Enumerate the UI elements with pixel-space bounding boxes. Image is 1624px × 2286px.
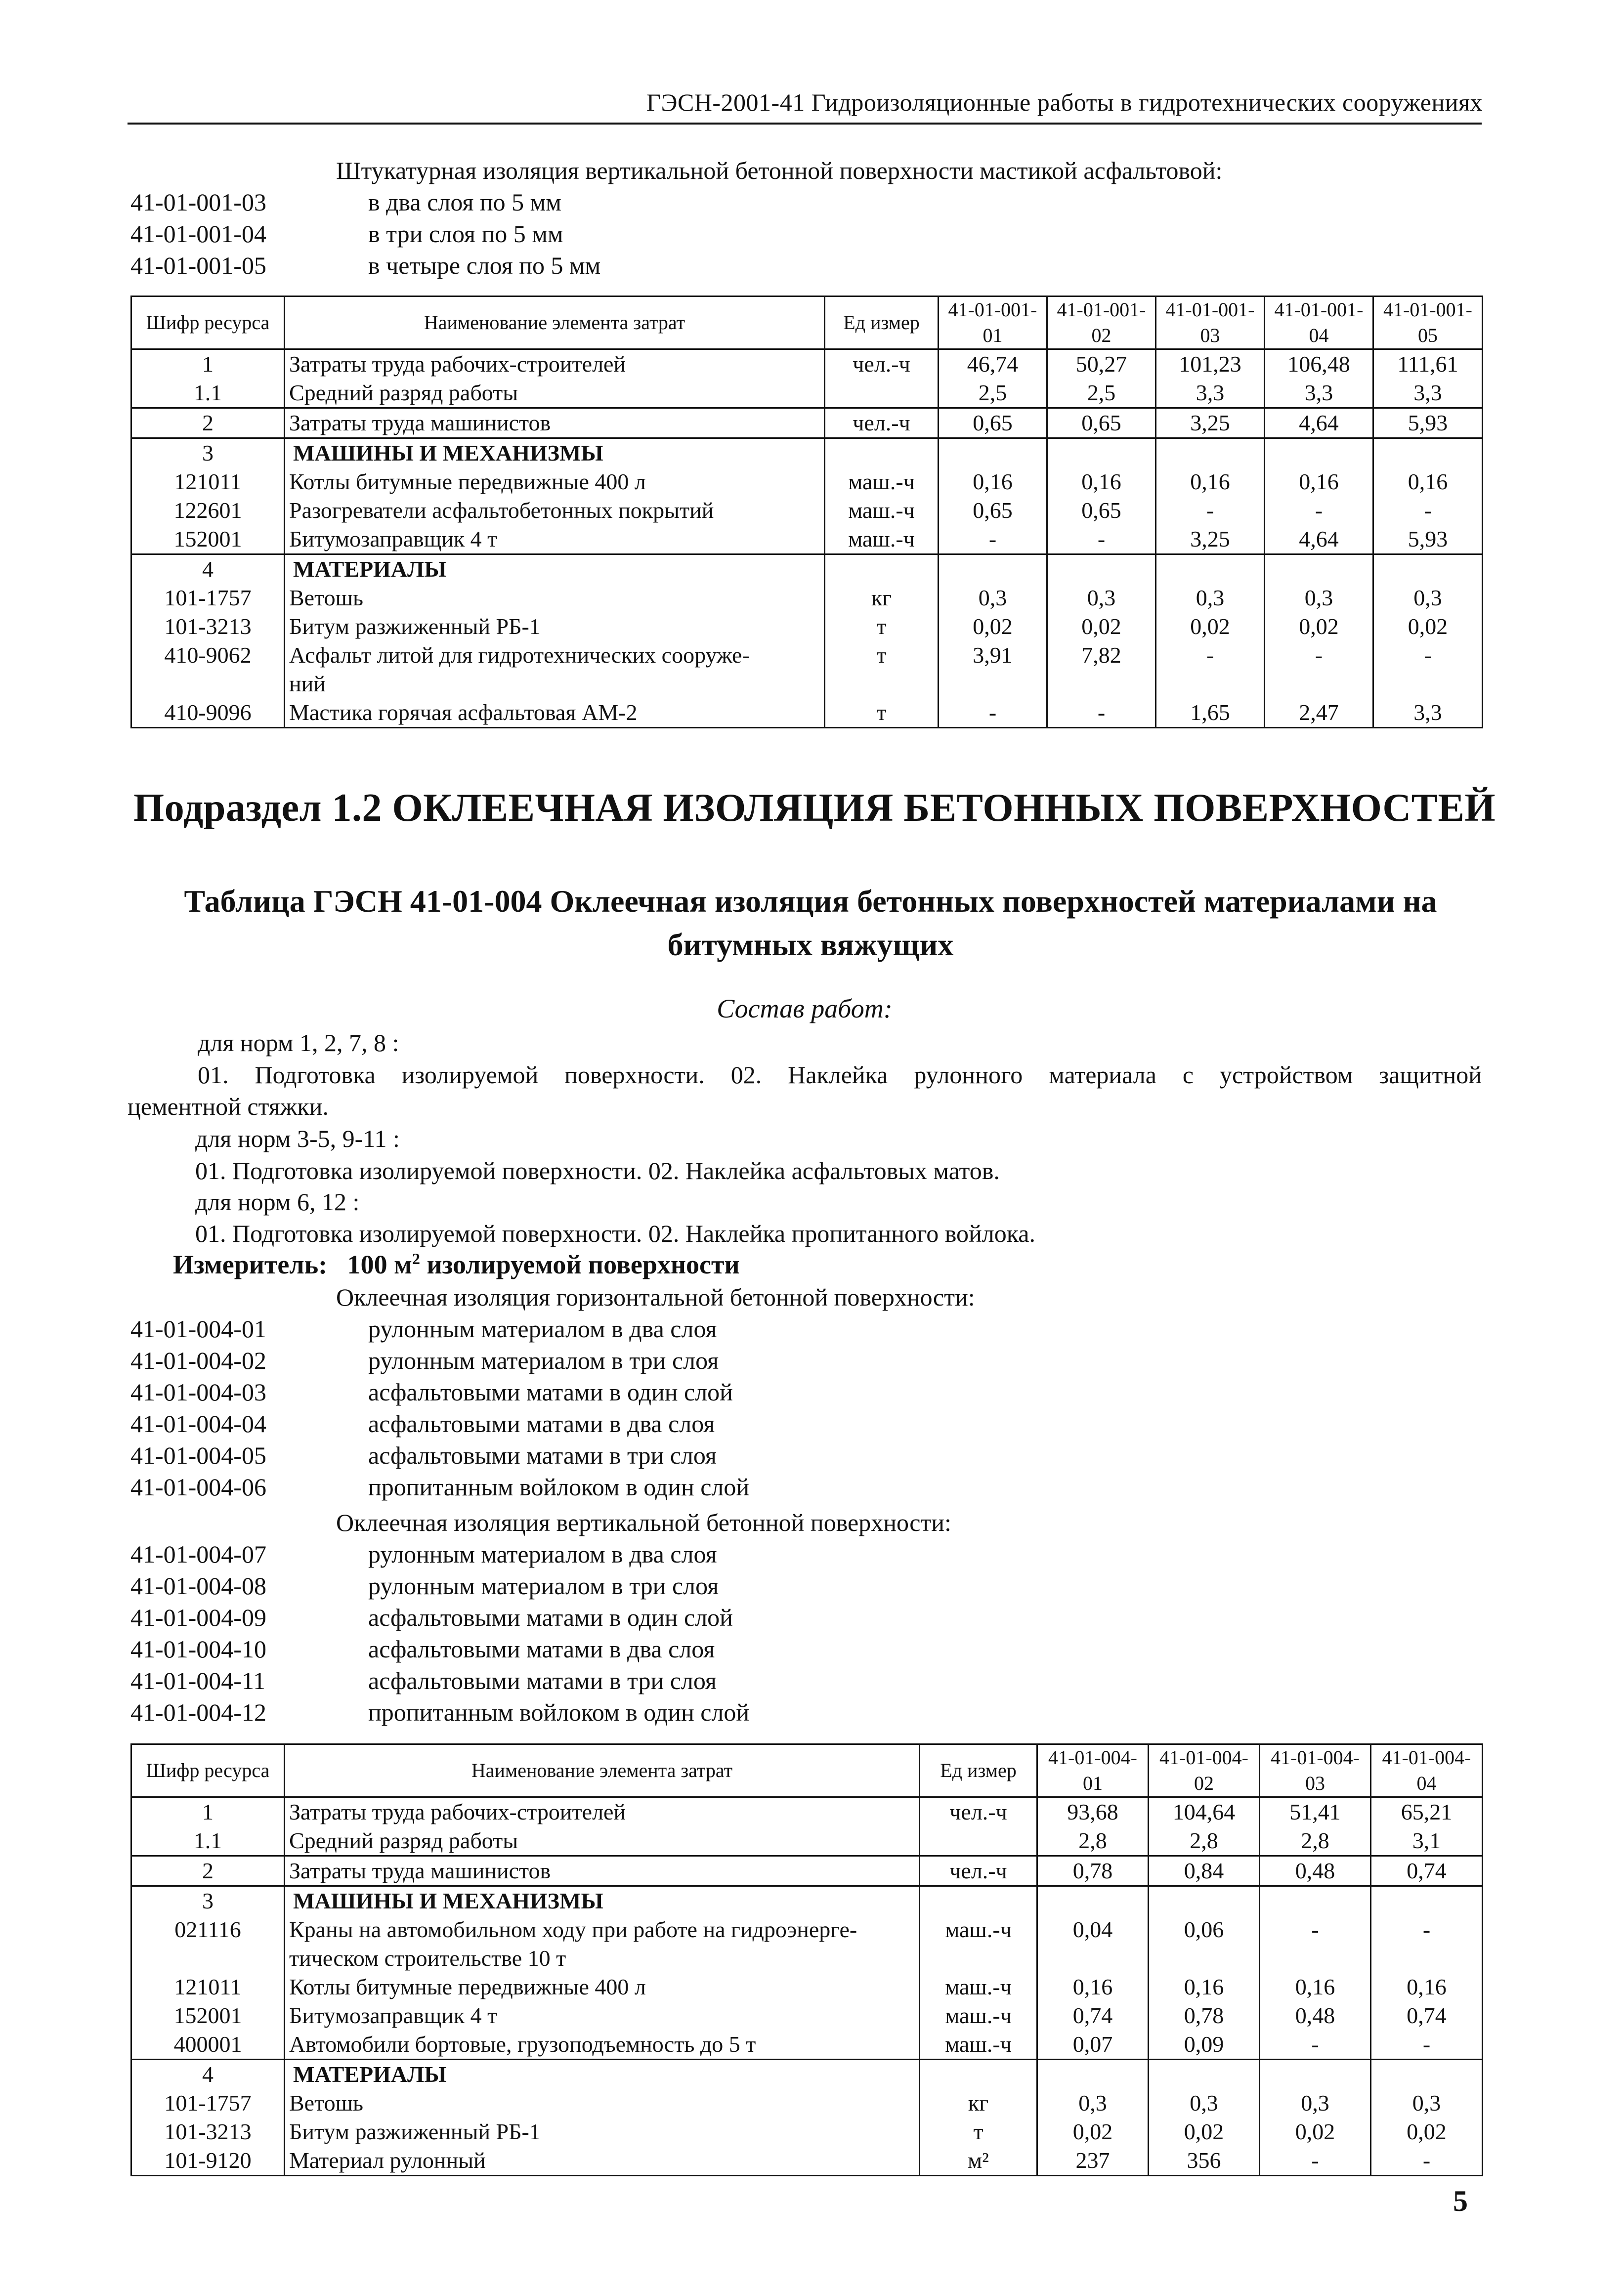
cell-value: 0,16 bbox=[1037, 1973, 1149, 2001]
norm-code: 41-01-004-03 bbox=[130, 1378, 266, 1406]
cell-value bbox=[1047, 554, 1156, 584]
cell-value: - bbox=[1156, 641, 1265, 670]
table-row bbox=[131, 379, 1483, 408]
cell-value: 3,3 bbox=[1373, 379, 1483, 408]
cell-code: 121011 bbox=[131, 1973, 285, 2001]
table-row bbox=[131, 349, 1483, 379]
cell-code: 410-9096 bbox=[131, 698, 285, 728]
norm-code: 41-01-004-12 bbox=[130, 1698, 266, 1726]
cell-value: 0,84 bbox=[1149, 1856, 1260, 1886]
cell-code: 101-3213 bbox=[131, 612, 285, 641]
page-number: 5 bbox=[1453, 2185, 1468, 2217]
cell-name: Материал рулонный bbox=[285, 2146, 920, 2176]
norm-code: 41-01-004-06 bbox=[130, 1473, 266, 1501]
table-row bbox=[131, 2030, 1483, 2060]
cell-value: 5,93 bbox=[1373, 525, 1483, 554]
cell-name: Котлы битумные передвижные 400 л bbox=[285, 1973, 920, 2001]
norm-code: 41-01-004-04 bbox=[130, 1410, 266, 1438]
cell-name: Затраты труда машинистов bbox=[285, 408, 825, 438]
cell-unit: чел.-ч bbox=[825, 349, 939, 379]
cell-value: 46,74 bbox=[939, 349, 1047, 379]
norm-code: 41-01-004-01 bbox=[130, 1315, 266, 1343]
cell-unit: т bbox=[825, 641, 939, 670]
col-header-code: Шифр ресурса bbox=[131, 1744, 285, 1797]
cell-value: 3,25 bbox=[1156, 408, 1265, 438]
cell-value: 0,74 bbox=[1371, 1856, 1483, 1886]
table-row bbox=[131, 525, 1483, 554]
cell-value: 0,02 bbox=[939, 612, 1047, 641]
cell-value bbox=[1037, 1944, 1149, 1973]
col-header-norm: 41-01-001-01 bbox=[939, 296, 1047, 349]
cell-code: 3 bbox=[131, 438, 285, 468]
measure-rest: изолируемой поверхности bbox=[427, 1250, 740, 1279]
cell-value: 0,74 bbox=[1371, 2001, 1483, 2030]
cell-value: 4,64 bbox=[1265, 408, 1373, 438]
cell-unit: м² bbox=[920, 2146, 1037, 2176]
work-text: 01. Подготовка изолируемой поверхности. 02. Наклейка пропитанного войлока. bbox=[195, 1220, 1035, 1247]
cell-unit: кг bbox=[920, 2089, 1037, 2117]
norm-desc: пропитанным войлоком в один слой bbox=[368, 1698, 750, 1726]
table-row bbox=[131, 641, 1483, 670]
cell-value: 0,09 bbox=[1149, 2030, 1260, 2060]
cell-unit bbox=[920, 1944, 1037, 1973]
cell-code: 4 bbox=[131, 554, 285, 584]
cell-value: 356 bbox=[1149, 2146, 1260, 2176]
col-header-norm: 41-01-004-01 bbox=[1037, 1744, 1149, 1797]
cell-value: 0,02 bbox=[1149, 2117, 1260, 2146]
measure-label: Измеритель: bbox=[173, 1250, 328, 1279]
cell-value bbox=[1373, 438, 1483, 468]
cell-value: 0,65 bbox=[939, 408, 1047, 438]
work-label: для норм 3-5, 9-11 : bbox=[195, 1125, 400, 1152]
cell-value bbox=[1156, 438, 1265, 468]
norm-desc: в три слоя по 5 мм bbox=[368, 220, 563, 248]
cell-value: 104,64 bbox=[1149, 1797, 1260, 1827]
norm-desc: в четыре слоя по 5 мм bbox=[368, 252, 601, 279]
cell-value: 65,21 bbox=[1371, 1797, 1483, 1827]
cell-unit: маш.-ч bbox=[920, 1973, 1037, 2001]
cell-value bbox=[1373, 670, 1483, 698]
cell-unit bbox=[825, 379, 939, 408]
cell-value: 3,3 bbox=[1156, 379, 1265, 408]
col-header-norm: 41-01-001-05 bbox=[1373, 296, 1483, 349]
group-title: Оклеечная изоляция горизонтальной бетонной поверхности: bbox=[336, 1283, 975, 1311]
cell-unit: кг bbox=[825, 584, 939, 612]
cell-name: МАТЕРИАЛЫ bbox=[285, 554, 825, 584]
cell-value: 0,78 bbox=[1037, 1856, 1149, 1886]
cell-code: 122601 bbox=[131, 496, 285, 525]
cell-value: 0,3 bbox=[1371, 2089, 1483, 2117]
cell-code: 1 bbox=[131, 349, 285, 379]
cell-value: 2,5 bbox=[1047, 379, 1156, 408]
cell-value: 0,16 bbox=[1373, 467, 1483, 496]
norm-code: 41-01-004-09 bbox=[130, 1604, 266, 1631]
cell-code bbox=[131, 1944, 285, 1973]
table-title bbox=[99, 880, 1522, 967]
cell-value: 3,91 bbox=[939, 641, 1047, 670]
cell-unit: маш.-ч bbox=[920, 2001, 1037, 2030]
cell-name: МАШИНЫ И МЕХАНИЗМЫ bbox=[285, 438, 825, 468]
cell-value: 0,65 bbox=[1047, 408, 1156, 438]
cell-value bbox=[1037, 2060, 1149, 2089]
cell-name: Автомобили бортовые, грузоподъемность до 5 т bbox=[285, 2030, 920, 2060]
cell-value: 0,16 bbox=[1156, 467, 1265, 496]
norm-code: 41-01-001-03 bbox=[130, 188, 266, 216]
cell-unit bbox=[825, 670, 939, 698]
col-header-name: Наименование элемента затрат bbox=[285, 1744, 920, 1797]
cell-code: 410-9062 bbox=[131, 641, 285, 670]
table-row bbox=[131, 2089, 1483, 2117]
cell-value bbox=[1156, 670, 1265, 698]
cell-value: 0,07 bbox=[1037, 2030, 1149, 2060]
col-header-unit: Ед измер bbox=[920, 1744, 1037, 1797]
cell-code: 121011 bbox=[131, 467, 285, 496]
table-row bbox=[131, 1915, 1483, 1944]
cell-code: 1 bbox=[131, 1797, 285, 1827]
cell-value: 0,3 bbox=[1265, 584, 1373, 612]
cell-value: - bbox=[1371, 2146, 1483, 2176]
resource-table-1 bbox=[130, 296, 1483, 728]
cell-name: Затраты труда рабочих-строителей bbox=[285, 349, 825, 379]
norm-desc: рулонным материалом в три слоя bbox=[368, 1347, 719, 1374]
cell-value: 0,48 bbox=[1260, 1856, 1371, 1886]
cell-value bbox=[1371, 2060, 1483, 2089]
cell-value: 0,3 bbox=[1156, 584, 1265, 612]
cell-value bbox=[939, 438, 1047, 468]
table-header-row bbox=[131, 1744, 1483, 1797]
cell-value: - bbox=[939, 525, 1047, 554]
cell-value: 2,8 bbox=[1149, 1826, 1260, 1856]
cell-value: 0,48 bbox=[1260, 2001, 1371, 2030]
table-row bbox=[131, 1856, 1483, 1886]
col-header-code: Шифр ресурса bbox=[131, 296, 285, 349]
table-row bbox=[131, 467, 1483, 496]
cell-unit bbox=[825, 438, 939, 468]
cell-value: - bbox=[1260, 2146, 1371, 2176]
cell-value: 0,78 bbox=[1149, 2001, 1260, 2030]
cell-value: 93,68 bbox=[1037, 1797, 1149, 1827]
col-header-norm: 41-01-001-02 bbox=[1047, 296, 1156, 349]
norm-desc: асфальтовыми матами в два слоя bbox=[368, 1635, 715, 1663]
cell-code: 3 bbox=[131, 1886, 285, 1916]
cell-value: - bbox=[1373, 496, 1483, 525]
norm-desc: пропитанным войлоком в один слой bbox=[368, 1473, 750, 1501]
cell-name: Битум разжиженный РБ-1 bbox=[285, 2117, 920, 2146]
cell-unit: маш.-ч bbox=[825, 467, 939, 496]
work-text: 01. Подготовка изолируемой поверхности. 02. Наклейка асфальтовых матов. bbox=[195, 1157, 1000, 1185]
cell-value: 0,06 bbox=[1149, 1915, 1260, 1944]
cell-value: 0,74 bbox=[1037, 2001, 1149, 2030]
cell-value: 0,65 bbox=[1047, 496, 1156, 525]
cell-code: 2 bbox=[131, 1856, 285, 1886]
cell-code: 4 bbox=[131, 2060, 285, 2089]
cell-name: Ветошь bbox=[285, 2089, 920, 2117]
resource-table-2 bbox=[130, 1743, 1483, 2176]
cell-unit: т bbox=[920, 2117, 1037, 2146]
cell-name: Разогреватели асфальтобетонных покрытий bbox=[285, 496, 825, 525]
cell-value: 0,3 bbox=[1047, 584, 1156, 612]
cell-value bbox=[1047, 670, 1156, 698]
cell-value: - bbox=[1047, 525, 1156, 554]
cell-value: 3,1 bbox=[1371, 1826, 1483, 1856]
cell-value: 0,16 bbox=[1371, 1973, 1483, 2001]
work-label: для норм 6, 12 : bbox=[195, 1188, 360, 1216]
cell-value: - bbox=[1156, 496, 1265, 525]
cell-value: 111,61 bbox=[1373, 349, 1483, 379]
cell-value: 2,8 bbox=[1260, 1826, 1371, 1856]
table-row bbox=[131, 1797, 1483, 1827]
cell-value: 0,16 bbox=[1047, 467, 1156, 496]
cell-value: 50,27 bbox=[1047, 349, 1156, 379]
cell-name: Средний разряд работы bbox=[285, 1826, 920, 1856]
cell-code: 152001 bbox=[131, 2001, 285, 2030]
table-row bbox=[131, 496, 1483, 525]
cell-value: 3,25 bbox=[1156, 525, 1265, 554]
cell-value bbox=[1371, 1886, 1483, 1916]
cell-value: 5,93 bbox=[1373, 408, 1483, 438]
cell-value bbox=[1047, 438, 1156, 468]
table-title-line: битумных вяжущих bbox=[667, 927, 954, 962]
cell-name: Ветошь bbox=[285, 584, 825, 612]
col-header-norm: 41-01-004-02 bbox=[1149, 1744, 1260, 1797]
cell-unit: маш.-ч bbox=[920, 1915, 1037, 1944]
cell-value: 0,02 bbox=[1260, 2117, 1371, 2146]
cell-value: 3,3 bbox=[1373, 698, 1483, 728]
cell-value: 3,3 bbox=[1265, 379, 1373, 408]
cell-value bbox=[1156, 554, 1265, 584]
cell-value bbox=[1373, 554, 1483, 584]
norm-desc: в два слоя по 5 мм bbox=[368, 188, 561, 216]
cell-name: Битумозаправщик 4 т bbox=[285, 525, 825, 554]
cell-value: 0,02 bbox=[1371, 2117, 1483, 2146]
col-header-name: Наименование элемента затрат bbox=[285, 296, 825, 349]
cell-value: 0,02 bbox=[1047, 612, 1156, 641]
cell-value: - bbox=[1371, 2030, 1483, 2060]
cell-value bbox=[1037, 1886, 1149, 1916]
cell-value: 0,16 bbox=[939, 467, 1047, 496]
table-row bbox=[131, 1826, 1483, 1856]
cell-code: 101-1757 bbox=[131, 584, 285, 612]
cell-value: 0,02 bbox=[1156, 612, 1265, 641]
cell-value: 0,04 bbox=[1037, 1915, 1149, 1944]
cell-value bbox=[1265, 554, 1373, 584]
cell-unit bbox=[825, 554, 939, 584]
cell-code: 400001 bbox=[131, 2030, 285, 2060]
cell-unit: т bbox=[825, 612, 939, 641]
cell-value: 0,3 bbox=[939, 584, 1047, 612]
norm-desc: асфальтовыми матами в три слоя bbox=[368, 1667, 717, 1694]
cell-unit: чел.-ч bbox=[825, 408, 939, 438]
table-row bbox=[131, 2060, 1483, 2089]
norm-desc: асфальтовыми матами в три слоя bbox=[368, 1441, 717, 1469]
norm-code: 41-01-004-08 bbox=[130, 1572, 266, 1600]
cell-unit: маш.-ч bbox=[920, 2030, 1037, 2060]
work-text: цементной стяжки. bbox=[128, 1093, 329, 1120]
cell-code: 101-1757 bbox=[131, 2089, 285, 2117]
cell-unit bbox=[920, 1886, 1037, 1916]
table-row bbox=[131, 670, 1483, 698]
cell-value bbox=[1260, 1944, 1371, 1973]
cell-value: 0,02 bbox=[1037, 2117, 1149, 2146]
cell-value: 237 bbox=[1037, 2146, 1149, 2176]
cell-code: 101-9120 bbox=[131, 2146, 285, 2176]
norm-desc: асфальтовыми матами в один слой bbox=[368, 1604, 733, 1631]
col-header-norm: 41-01-004-03 bbox=[1260, 1744, 1371, 1797]
cell-value bbox=[1371, 1944, 1483, 1973]
cell-name: Битумозаправщик 4 т bbox=[285, 2001, 920, 2030]
cell-value: 0,65 bbox=[939, 496, 1047, 525]
measure-sup: 2 bbox=[412, 1250, 420, 1268]
work-label: для норм 1, 2, 7, 8 : bbox=[198, 1029, 399, 1057]
group-title: Оклеечная изоляция вертикальной бетонной поверхности: bbox=[336, 1509, 951, 1536]
cell-value: 2,47 bbox=[1265, 698, 1373, 728]
cell-code: 101-3213 bbox=[131, 2117, 285, 2146]
header-rule bbox=[128, 123, 1482, 125]
cell-value: 7,82 bbox=[1047, 641, 1156, 670]
cell-value bbox=[939, 670, 1047, 698]
cell-value: 1,65 bbox=[1156, 698, 1265, 728]
cell-value: 0,02 bbox=[1373, 612, 1483, 641]
cell-code bbox=[131, 670, 285, 698]
cell-value: 0,3 bbox=[1149, 2089, 1260, 2117]
table-row bbox=[131, 584, 1483, 612]
cell-value: 0,3 bbox=[1037, 2089, 1149, 2117]
cell-value: 106,48 bbox=[1265, 349, 1373, 379]
cell-name: тическом строительстве 10 т bbox=[285, 1944, 920, 1973]
table-row bbox=[131, 1973, 1483, 2001]
cell-value bbox=[939, 554, 1047, 584]
cell-code: 021116 bbox=[131, 1915, 285, 1944]
cell-value: - bbox=[1047, 698, 1156, 728]
cell-value bbox=[1260, 1886, 1371, 1916]
cell-value: 0,16 bbox=[1149, 1973, 1260, 2001]
cell-value: 51,41 bbox=[1260, 1797, 1371, 1827]
cell-unit: т bbox=[825, 698, 939, 728]
norm-code: 41-01-004-07 bbox=[130, 1540, 266, 1568]
cell-code: 1.1 bbox=[131, 379, 285, 408]
norm-code: 41-01-001-05 bbox=[130, 252, 266, 279]
norm-code: 41-01-004-05 bbox=[130, 1441, 266, 1469]
cell-value: 2,8 bbox=[1037, 1826, 1149, 1856]
cell-name: Котлы битумные передвижные 400 л bbox=[285, 467, 825, 496]
cell-value: - bbox=[1260, 1915, 1371, 1944]
cell-value: 0,16 bbox=[1265, 467, 1373, 496]
table-row bbox=[131, 612, 1483, 641]
cell-code: 152001 bbox=[131, 525, 285, 554]
cell-code: 1.1 bbox=[131, 1826, 285, 1856]
table-row bbox=[131, 1886, 1483, 1916]
table-row bbox=[131, 2001, 1483, 2030]
cell-name: Битум разжиженный РБ-1 bbox=[285, 612, 825, 641]
table-header-row bbox=[131, 296, 1483, 349]
norm-code: 41-01-004-11 bbox=[130, 1667, 266, 1694]
cell-name: Затраты труда машинистов bbox=[285, 1856, 920, 1886]
cell-value: 0,02 bbox=[1265, 612, 1373, 641]
norm-desc: асфальтовыми матами в один слой bbox=[368, 1378, 733, 1406]
cell-name: МАШИНЫ И МЕХАНИЗМЫ bbox=[285, 1886, 920, 1916]
measure bbox=[173, 1249, 740, 1280]
table-title-line: Таблица ГЭСН 41-01-004 Оклеечная изоляция бетонных поверхностей материалами на bbox=[184, 884, 1437, 919]
table-row bbox=[131, 2146, 1483, 2176]
group-title: Штукатурная изоляция вертикальной бетонной поверхности мастикой асфальтовой: bbox=[336, 157, 1223, 184]
cell-unit: чел.-ч bbox=[920, 1797, 1037, 1827]
col-header-unit: Ед измер bbox=[825, 296, 939, 349]
running-header: ГЭСН-2001-41 Гидроизоляционные работы в гидротехнических сооружениях bbox=[646, 88, 1483, 116]
norm-code: 41-01-001-04 bbox=[130, 220, 266, 248]
cell-value bbox=[1260, 2060, 1371, 2089]
measure-value: 100 м bbox=[347, 1250, 412, 1279]
cell-name: Мастика горячая асфальтовая АМ-2 bbox=[285, 698, 825, 728]
cell-unit bbox=[920, 2060, 1037, 2089]
cell-name: Затраты труда рабочих-строителей bbox=[285, 1797, 920, 1827]
cell-name: Асфальт литой для гидротехнических сооруже- bbox=[285, 641, 825, 670]
cell-unit: маш.-ч bbox=[825, 525, 939, 554]
norm-desc: рулонным материалом в три слоя bbox=[368, 1572, 719, 1600]
cell-unit bbox=[920, 1826, 1037, 1856]
work-text: 01. Подготовка изолируемой поверхности. 02. Наклейка рулонного материала с устройством защитной bbox=[198, 1061, 1482, 1089]
table-row bbox=[131, 438, 1483, 468]
cell-value: 0,3 bbox=[1260, 2089, 1371, 2117]
cell-value: - bbox=[1373, 641, 1483, 670]
table-row bbox=[131, 1944, 1483, 1973]
cell-value: - bbox=[1260, 2030, 1371, 2060]
col-header-norm: 41-01-004-04 bbox=[1371, 1744, 1483, 1797]
cell-value: 0,16 bbox=[1260, 1973, 1371, 2001]
table-row bbox=[131, 408, 1483, 438]
work-heading: Состав работ: bbox=[717, 994, 893, 1023]
norm-desc: рулонным материалом в два слоя bbox=[368, 1540, 717, 1568]
norm-code: 41-01-004-02 bbox=[130, 1347, 266, 1374]
cell-value: - bbox=[1371, 1915, 1483, 1944]
cell-value: 2,5 bbox=[939, 379, 1047, 408]
cell-name: МАТЕРИАЛЫ bbox=[285, 2060, 920, 2089]
cell-name: ний bbox=[285, 670, 825, 698]
cell-value bbox=[1265, 670, 1373, 698]
table-row bbox=[131, 2117, 1483, 2146]
cell-unit: чел.-ч bbox=[920, 1856, 1037, 1886]
norm-desc: рулонным материалом в два слоя bbox=[368, 1315, 717, 1343]
subsection-title: Подраздел 1.2 ОКЛЕЕЧНАЯ ИЗОЛЯЦИЯ БЕТОННЫХ ПОВЕРХНОСТЕЙ bbox=[133, 786, 1496, 830]
col-header-norm: 41-01-001-04 bbox=[1265, 296, 1373, 349]
cell-value bbox=[1265, 438, 1373, 468]
cell-name: Краны на автомобильном ходу при работе на гидроэнерге- bbox=[285, 1915, 920, 1944]
cell-value: - bbox=[1265, 496, 1373, 525]
cell-value: 0,3 bbox=[1373, 584, 1483, 612]
cell-value bbox=[1149, 1886, 1260, 1916]
norm-code: 41-01-004-10 bbox=[130, 1635, 266, 1663]
cell-value bbox=[1149, 2060, 1260, 2089]
cell-value: 101,23 bbox=[1156, 349, 1265, 379]
cell-value: - bbox=[1265, 641, 1373, 670]
table-row bbox=[131, 698, 1483, 728]
cell-name: Средний разряд работы bbox=[285, 379, 825, 408]
cell-value bbox=[1149, 1944, 1260, 1973]
cell-value: 4,64 bbox=[1265, 525, 1373, 554]
col-header-norm: 41-01-001-03 bbox=[1156, 296, 1265, 349]
norm-desc: асфальтовыми матами в два слоя bbox=[368, 1410, 715, 1438]
cell-unit: маш.-ч bbox=[825, 496, 939, 525]
table-row bbox=[131, 554, 1483, 584]
cell-code: 2 bbox=[131, 408, 285, 438]
cell-value: - bbox=[939, 698, 1047, 728]
